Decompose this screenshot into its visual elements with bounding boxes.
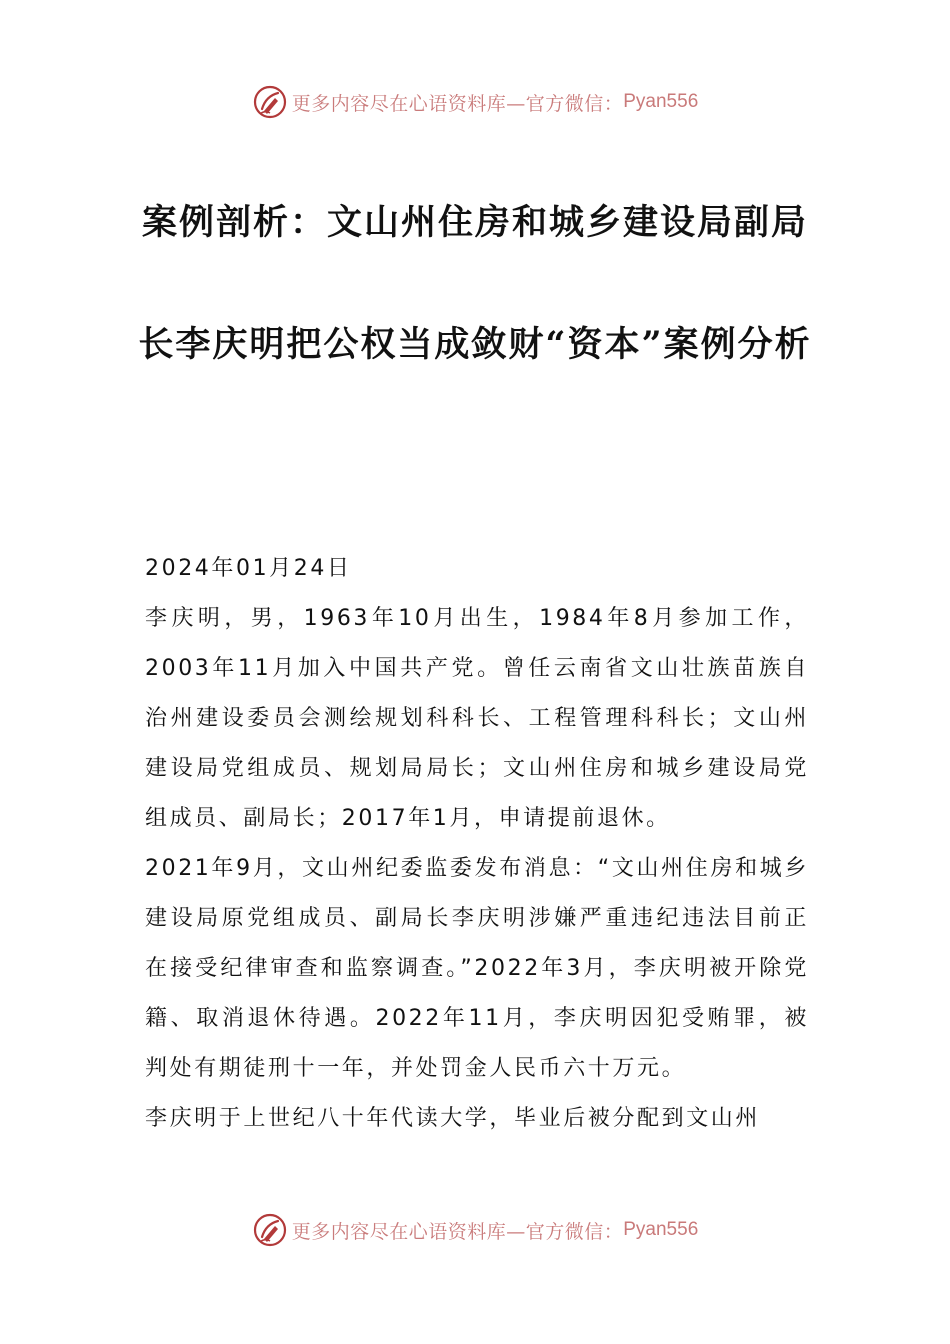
document-body — [145, 544, 809, 1144]
document-title: 案例剖析：文山州住房和城乡建设局副局长李庆明把公权当成敛财“资本”案例分析 — [138, 202, 812, 365]
footer-watermark — [0, 1210, 950, 1250]
pen-logo-icon — [252, 1212, 288, 1248]
watermark-text: 更多内容尽在心语资料库—官方微信： — [291, 92, 624, 115]
paragraph: 李庆明于上世纪八十年代读大学，毕业后被分配到文山州 — [145, 1106, 761, 1131]
paragraph: 李庆明，男，1963年10月出生，1984年8月参加工作，2003年11月加入中国共产党。曾任云南省文山壮族苗族自治州建设委员会测绘规划科科长、工程管理科科长；文山州建设局党组成员、规划局局长；文山州住房和城乡建设局党组成员、副局长；2017年1月，申请提前退休。 — [145, 606, 809, 831]
paragraph: 2021年9月，文山州纪委监委发布消息：“文山州住房和城乡建设局原党组成员、副局长李庆明涉嫌严重违纪违法目前正在接受纪律审查和监察调查。”2022年3月，李庆明被开除党籍、取消退休待遇。2022年11月，李庆明因犯受贿罪，被判处有期徒刑十一年，并处罚金人民币六十万元。 — [145, 856, 809, 1081]
watermark-wechat-id: Pyan556 — [623, 91, 699, 112]
pen-logo-icon — [252, 84, 288, 120]
watermark-wechat-id: Pyan556 — [623, 1219, 699, 1240]
document-date: 2024年01月24日 — [145, 556, 352, 581]
header-watermark — [0, 82, 950, 122]
watermark-text: 更多内容尽在心语资料库—官方微信： — [291, 1220, 624, 1243]
